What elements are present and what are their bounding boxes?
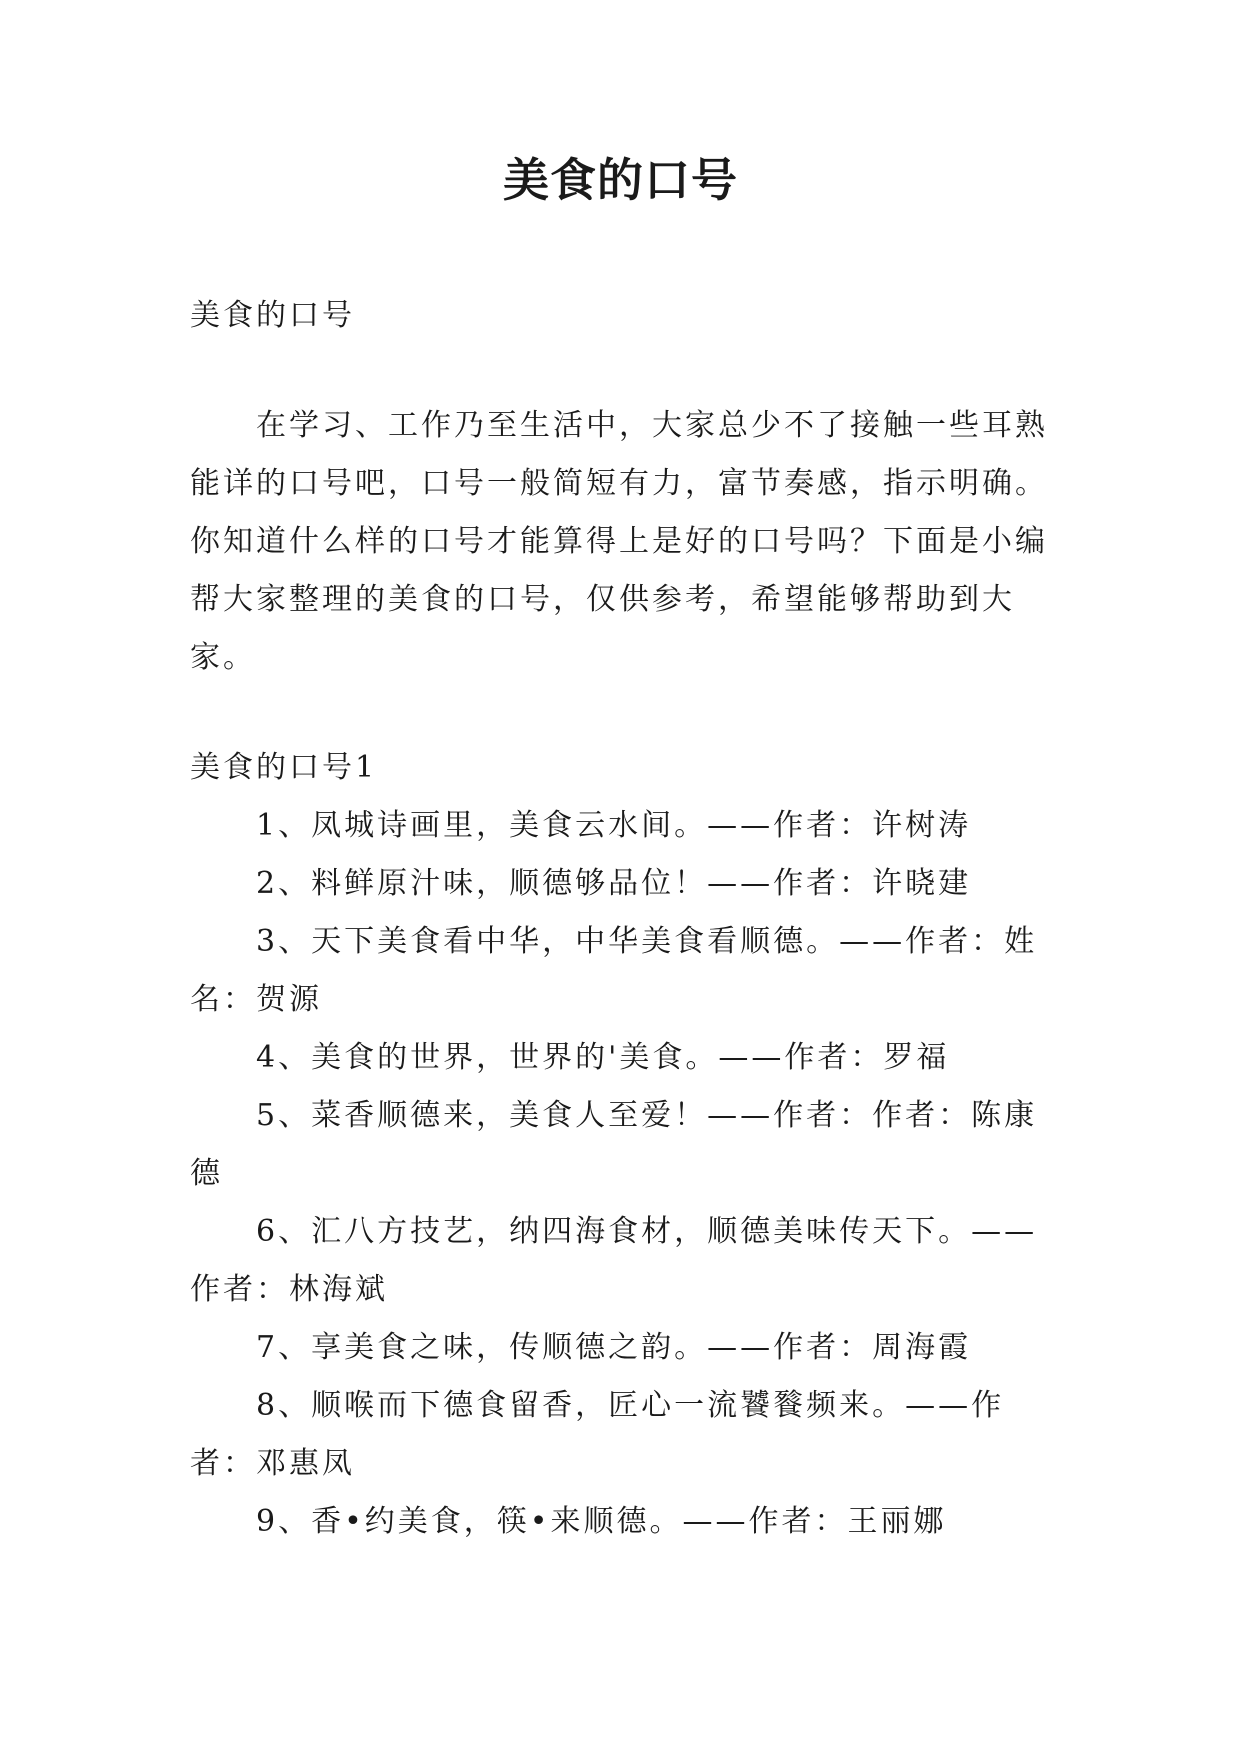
slogan-item: 9、香•约美食，筷•来顺德。——作者：王丽娜 [256,1504,947,1539]
slogan-item: 5、菜香顺德来，美食人至爱！——作者：作者：陈康德 [190,1098,1038,1191]
slogan-item: 3、天下美食看中华，中华美食看顺德。——作者：姓名：贺源 [190,924,1038,1017]
page-title: 美食的口号 [503,153,738,207]
slogan-item: 6、汇八方技艺，纳四海食材，顺德美味传天下。——作者：林海斌 [190,1214,1038,1307]
slogan-item: 8、顺喉而下德食留香，匠心一流饕餮频来。——作者：邓惠凤 [190,1388,1005,1481]
slogan-item: 1、凤城诗画里，美食云水间。——作者：许树涛 [256,808,972,843]
subtitle: 美食的口号 [190,298,355,333]
slogan-item: 7、享美食之味，传顺德之韵。——作者：周海霞 [256,1330,972,1365]
document-body [190,287,1070,1551]
slogan-item: 2、料鲜原汁味，顺德够品位！——作者：许晓建 [256,866,972,901]
section-heading: 美食的口号1 [190,750,378,785]
slogan-item: 4、美食的世界，世界的'美食。——作者：罗福 [256,1040,950,1075]
intro-paragraph: 在学习、工作乃至生活中，大家总少不了接触一些耳熟能详的口号吧，口号一般简短有力，富节奏感，指示明确。你知道什么样的口号才能算得上是好的口号吗？下面是小编帮大家整理的美食的口号，仅供参考，希望能够帮助到大家。 [190,408,1048,675]
